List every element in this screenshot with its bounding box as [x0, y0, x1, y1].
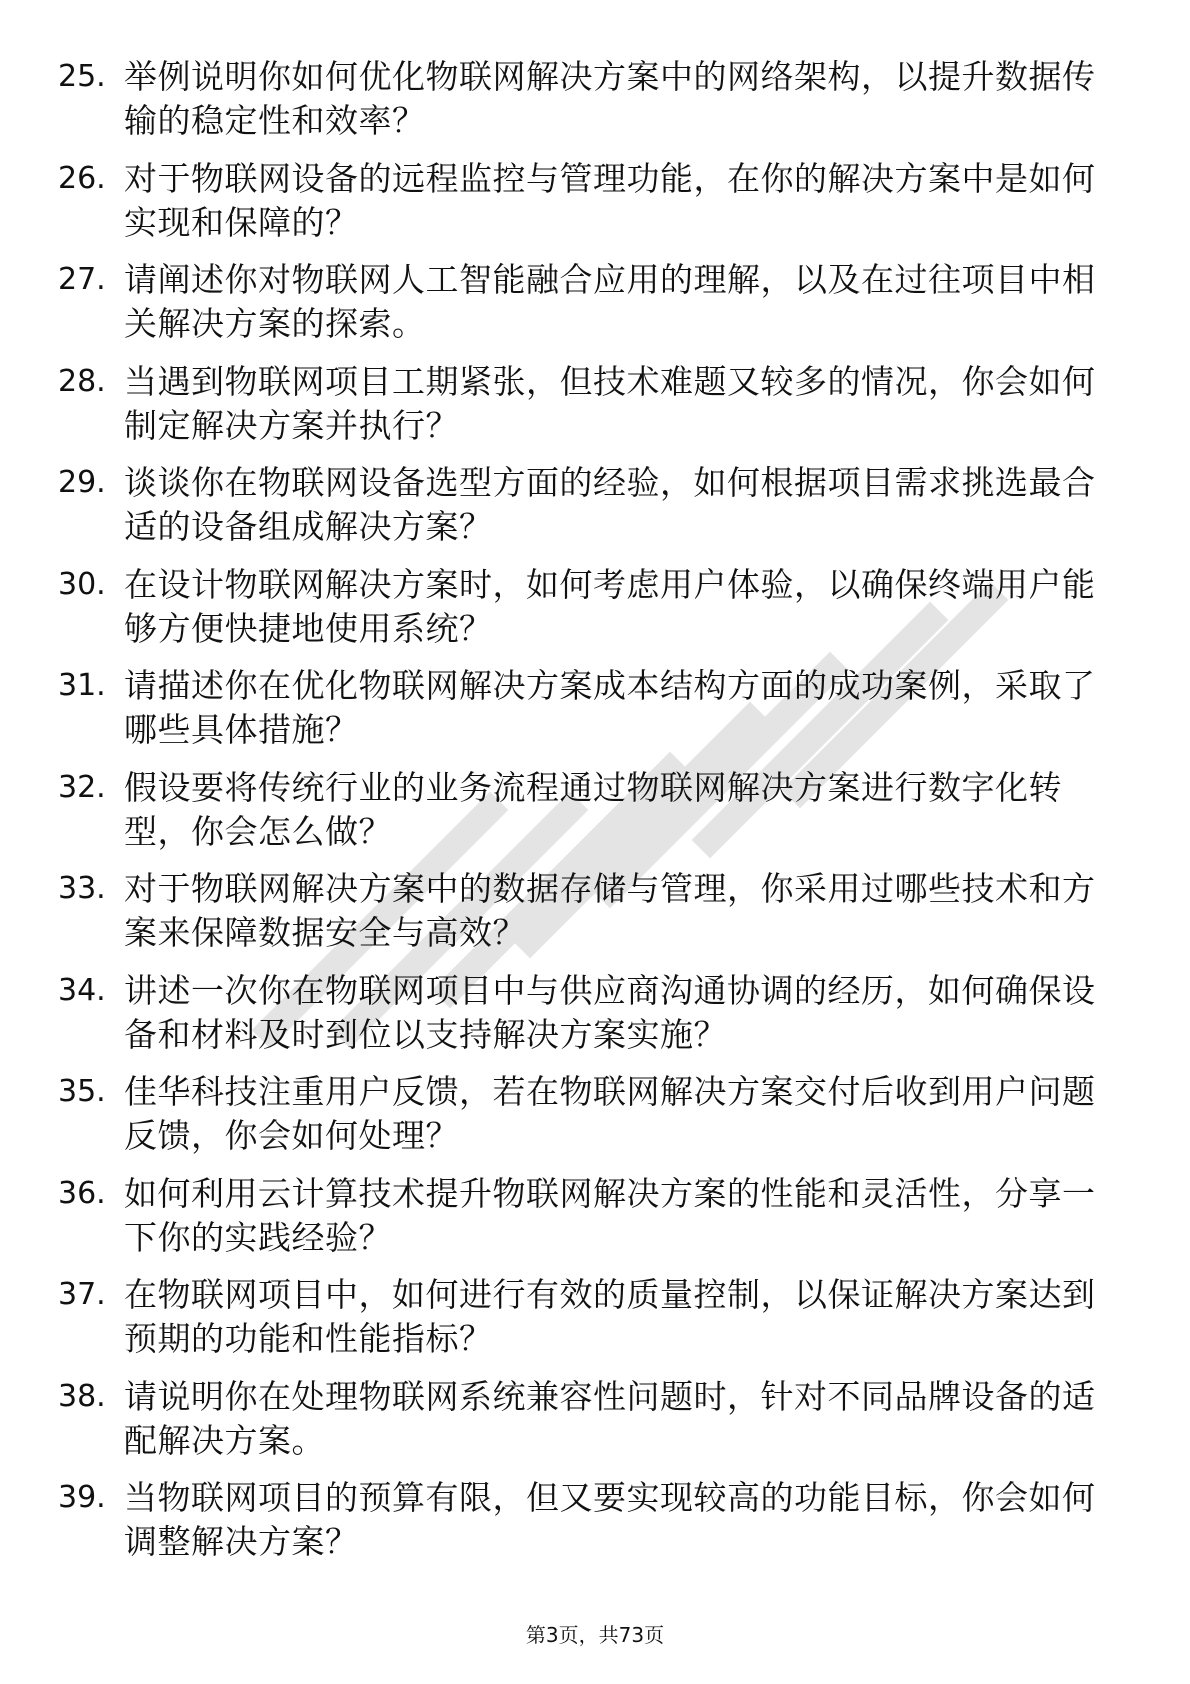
- question-number: 32.: [58, 769, 106, 805]
- question-number: 34.: [58, 972, 106, 1008]
- question-text: 当物联网项目的预算有限，但又要实现较高的功能目标，你会如何调整解决方案？: [124, 1478, 1096, 1561]
- question-item: [58, 1471, 1118, 1573]
- question-text: 在物联网项目中，如何进行有效的质量控制，以保证解决方案达到预期的功能和性能指标？: [124, 1275, 1096, 1358]
- question-item: [58, 1268, 1118, 1370]
- question-number: 35.: [58, 1074, 106, 1109]
- question-list: [58, 50, 1118, 1573]
- question-item: [58, 456, 1118, 558]
- question-number: 29.: [58, 465, 106, 500]
- question-number: 37.: [58, 1277, 106, 1312]
- question-text: 请阐述你对物联网人工智能融合应用的理解，以及在过往项目中相关解决方案的探索。: [124, 260, 1096, 343]
- question-text: 佳华科技注重用户反馈，若在物联网解决方案交付后收到用户问题反馈，你会如何处理？: [124, 1072, 1096, 1155]
- question-number: 25.: [58, 59, 106, 94]
- question-number: 33.: [58, 871, 106, 906]
- question-text: 请描述你在优化物联网解决方案成本结构方面的成功案例，采取了哪些具体措施？: [124, 666, 1096, 749]
- question-number: 31.: [58, 668, 106, 703]
- question-text: 讲述一次你在物联网项目中与供应商沟通协调的经历，如何确保设备和材料及时到位以支持解决方案实施？: [124, 970, 1096, 1054]
- question-text: 在设计物联网解决方案时，如何考虑用户体验，以确保终端用户能够方便快捷地使用系统？: [124, 564, 1096, 648]
- question-number: 26.: [58, 160, 106, 196]
- question-item: [58, 355, 1118, 457]
- question-item: [58, 152, 1118, 254]
- question-item: [58, 1167, 1118, 1269]
- question-text: 当遇到物联网项目工期紧张，但技术难题又较多的情况，你会如何制定解决方案并执行？: [124, 361, 1096, 445]
- question-item: [58, 1065, 1118, 1167]
- question-item: [58, 862, 1118, 964]
- question-number: 30.: [58, 566, 106, 602]
- question-text: 假设要将传统行业的业务流程通过物联网解决方案进行数字化转型，你会怎么做？: [124, 767, 1062, 851]
- page-footer: [0, 1622, 1190, 1648]
- question-item: [58, 50, 1118, 152]
- question-text: 对于物联网设备的远程监控与管理功能，在你的解决方案中是如何实现和保障的？: [124, 158, 1096, 242]
- question-number: 39.: [58, 1480, 106, 1515]
- question-text: 谈谈你在物联网设备选型方面的经验，如何根据项目需求挑选最合适的设备组成解决方案？: [124, 463, 1096, 546]
- question-item: [58, 558, 1118, 660]
- question-item: [58, 253, 1118, 355]
- question-item: [58, 761, 1118, 863]
- question-number: 27.: [58, 262, 106, 297]
- question-text: 请说明你在处理物联网系统兼容性问题时，针对不同品牌设备的适配解决方案。: [124, 1376, 1096, 1460]
- question-number: 28.: [58, 363, 106, 399]
- question-item: [58, 1370, 1118, 1472]
- question-item: [58, 964, 1118, 1066]
- question-item: [58, 659, 1118, 761]
- question-text: 对于物联网解决方案中的数据存储与管理，你采用过哪些技术和方案来保障数据安全与高效？: [124, 869, 1096, 952]
- question-text: 举例说明你如何优化物联网解决方案中的网络架构，以提升数据传输的稳定性和效率？: [124, 57, 1096, 140]
- question-text: 如何利用云计算技术提升物联网解决方案的性能和灵活性，分享一下你的实践经验？: [124, 1173, 1096, 1257]
- page-number-label: 第3页，共73页: [525, 1623, 665, 1647]
- question-number: 38.: [58, 1378, 106, 1414]
- question-number: 36.: [58, 1175, 106, 1211]
